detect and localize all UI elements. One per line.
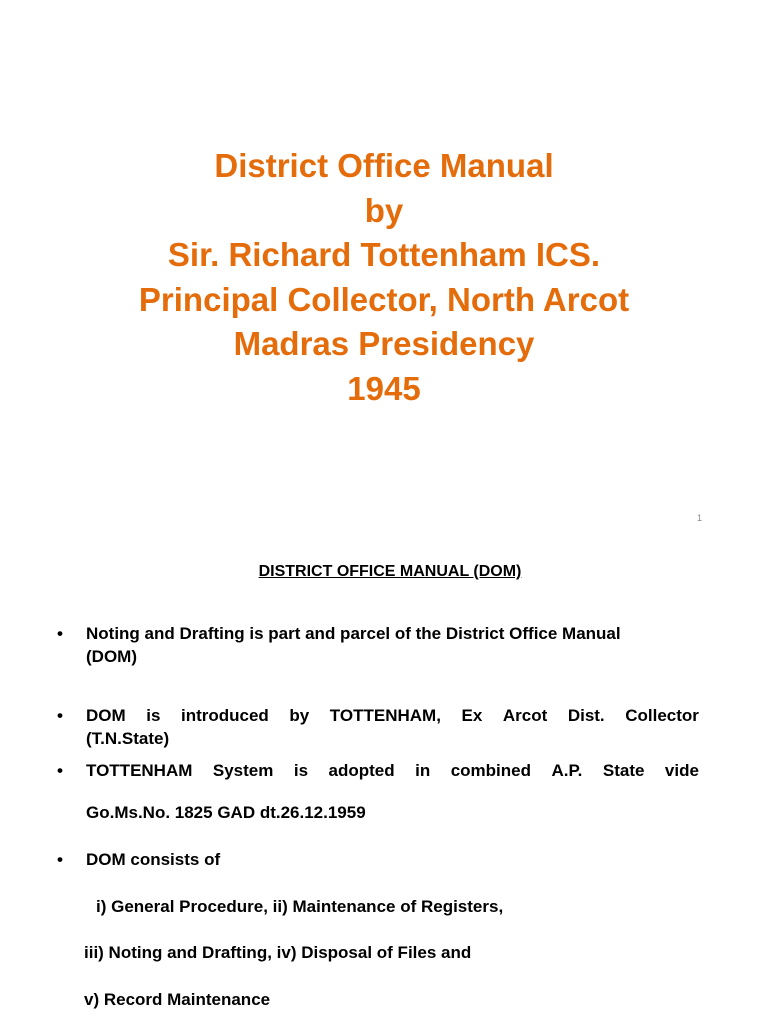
word: adopted [328,761,395,780]
bullet-4-sub-item-2: iii) Noting and Drafting, iv) Disposal of Files and [84,943,472,962]
word: is [146,706,161,725]
bullet-4-line-1: DOM consists of [86,850,221,869]
bullet-1-line-1: Noting and Drafting is part and parcel of the District Office Manual [86,624,621,643]
word: System [212,761,274,780]
bullet-4-sub-item-3: v) Record Maintenance [84,990,271,1009]
bullet-marker-1: • [57,624,63,643]
bullet-marker-2: • [57,706,63,725]
content-heading: DISTRICT OFFICE MANUAL (DOM) [258,563,522,580]
word: in [415,761,431,780]
word: TOTTENHAM, [329,706,441,725]
word: Dist. [567,706,605,725]
title-line-5: Madras Presidency [233,325,535,362]
title-line-1: District Office Manual [214,147,554,184]
word: Ex [461,706,483,725]
word: DOM [86,706,126,725]
word: Arcot [502,706,548,725]
word: State [602,761,645,780]
word: vide [664,761,699,780]
word: introduced [180,706,269,725]
bullet-marker-4: • [57,850,63,869]
bullet-marker-3: • [57,761,63,780]
bullet-2-line-1 [86,704,699,727]
title-line-3: Sir. Richard Tottenham ICS. [167,236,601,273]
bullet-3-line-2: Go.Ms.No. 1825 GAD dt.26.12.1959 [86,803,366,822]
bullet-3-line-1 [86,759,699,782]
title-line-6: 1945 [347,369,421,407]
bullet-2-line-2: (T.N.State) [86,729,170,748]
title-line-4: Principal Collector, North Arcot [138,280,630,318]
word: combined [450,761,532,780]
word: Collector [625,706,699,725]
title-line-2: by [364,191,404,229]
word: by [289,706,310,725]
word: TOTTENHAM [86,761,193,780]
title-slide [0,144,768,411]
word: is [293,761,309,780]
bullet-1-line-2: (DOM) [86,647,137,666]
word: A.P. [551,761,583,780]
bullet-4-sub-item-1: i) General Procedure, ii) Maintenance of Registers, [96,897,504,916]
page-number: 1 [696,513,702,523]
